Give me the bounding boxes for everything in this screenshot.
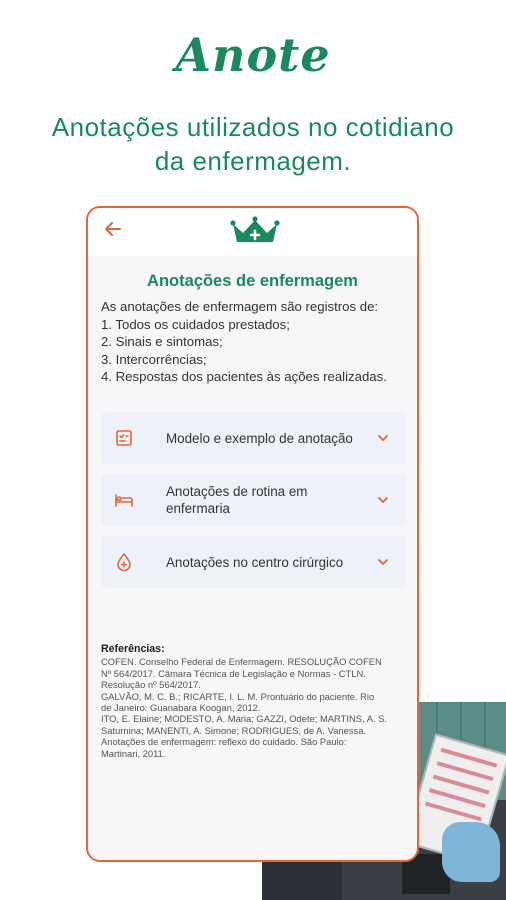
accordion-label: Anotações no centro cirúrgico <box>166 554 344 570</box>
tagline: Anotações utilizados no cotidiano da enfermagem. <box>51 112 455 176</box>
references-heading: Referências: <box>101 643 165 655</box>
accordion-label: Modelo e exemplo de anotação <box>166 430 353 446</box>
chevron-down-icon <box>377 494 389 506</box>
chevron-down-icon <box>377 432 389 444</box>
brand-title: Anote <box>175 28 331 82</box>
intro-line: 3. Intercorrências; <box>101 351 207 367</box>
reference-line: Nº 564/2017. Câmara Técnica de Legislação e Normas - CTLN. <box>101 667 366 679</box>
reference-line: GALVÃO, M. C. B.; RICARTE, I. L. M. Prontuário do paciente. Rio <box>101 690 375 702</box>
intro-line: 2. Sinais e sintomas; <box>101 334 223 350</box>
reference-line: Resolução nº 564/2017. <box>101 679 201 691</box>
reference-line: Martinari, 2011. <box>101 747 166 759</box>
page-title: Anotações de enfermagem <box>147 272 358 290</box>
intro-line: As anotações de enfermagem são registros de: <box>101 299 379 314</box>
reference-line: COFEN. Conselho Federal de Enfermagem. RESOLUÇÃO COFEN <box>101 656 382 668</box>
intro-text <box>101 298 407 386</box>
references <box>101 644 409 759</box>
arrow-left-icon[interactable] <box>102 218 124 240</box>
intro-line: 4. Respostas dos pacientes às ações realizadas. <box>101 369 387 385</box>
drop-icon <box>114 552 134 572</box>
intro-line: 1. Todos os cuidados prestados; <box>101 316 290 332</box>
reference-line: Saturnina; MANENTI, A. Simone; RODRIGUES, de A. Vanessa. <box>101 724 367 736</box>
bed-icon <box>114 490 134 510</box>
chevron-down-icon <box>377 556 389 568</box>
reference-line: ITO, E. Elaine; MODESTO, A. Maria; GAZZI, Odete; MARTINS, A. S. <box>101 713 388 725</box>
checklist-icon <box>114 428 134 448</box>
accordion-rotina-enfermaria[interactable] <box>101 474 407 526</box>
accordion-centro-cirurgico[interactable] <box>101 536 407 588</box>
reference-line: Anotações de enfermagem: reflexo do cuidado. São Paulo: <box>101 736 347 748</box>
crown-icon <box>230 216 280 246</box>
accordion-modelo-exemplo[interactable] <box>101 412 407 464</box>
reference-line: de Janeiro: Guanabara Koogan, 2012. <box>101 702 261 714</box>
phone-screen <box>86 206 419 862</box>
accordion-label: Anotações de rotina em enfermaria <box>166 484 308 516</box>
app-top-bar <box>88 208 417 256</box>
